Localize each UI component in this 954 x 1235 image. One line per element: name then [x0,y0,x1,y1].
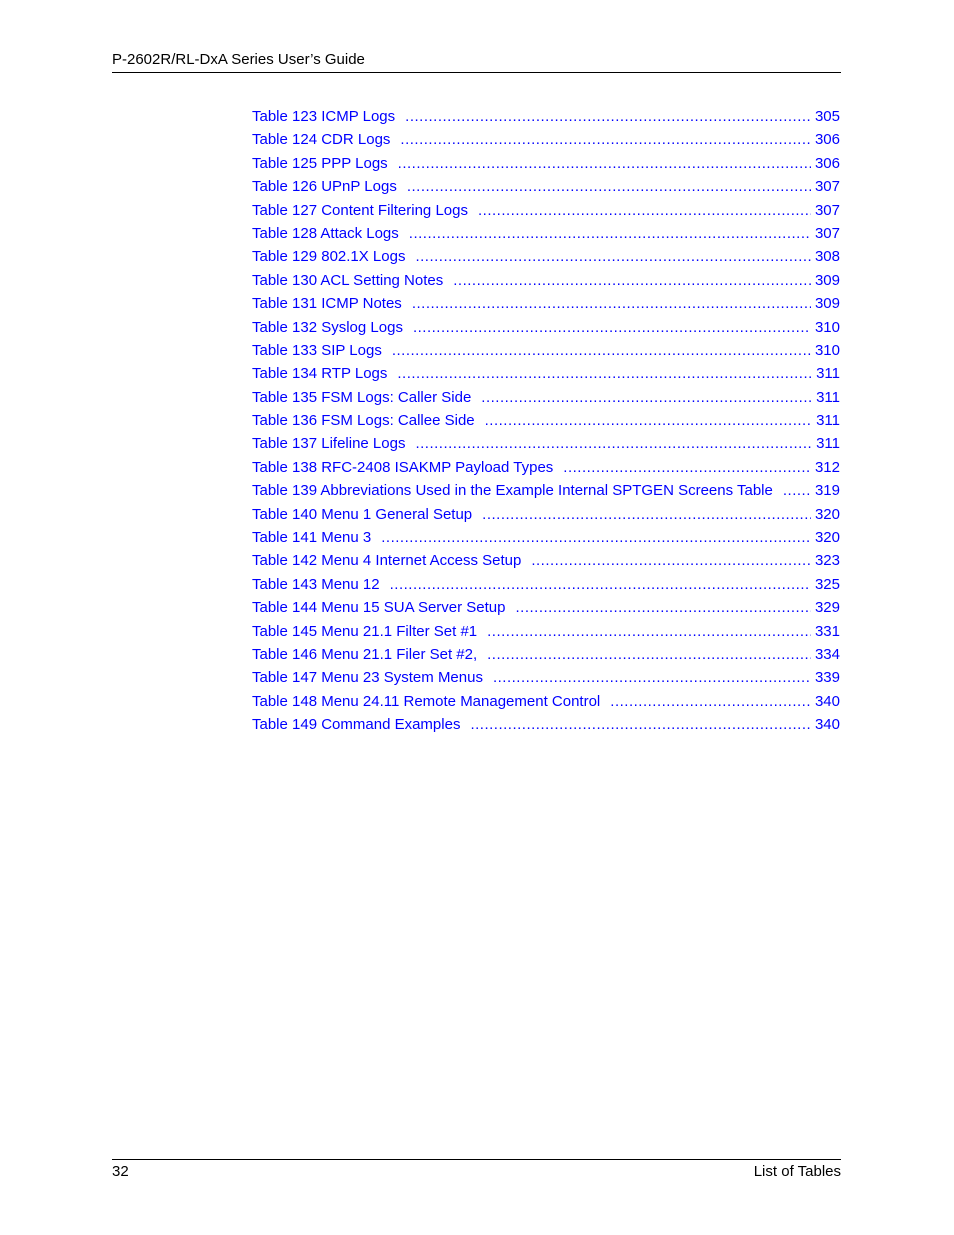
toc-entry-title[interactable]: Table 136 FSM Logs: Callee Side [252,412,475,430]
toc-entry-page[interactable]: 325 [814,575,840,593]
toc-entry[interactable] [252,620,840,643]
toc-entry-title[interactable]: Table 127 Content Filtering Logs [252,201,468,219]
toc-entry[interactable] [252,666,840,689]
toc-entry[interactable] [252,573,840,596]
toc-entry[interactable] [252,549,840,572]
dot-leader [493,666,811,689]
toc-entry[interactable] [252,152,840,175]
toc-entry-page[interactable]: 311 [816,412,840,430]
toc-entry[interactable] [252,643,840,666]
toc-entry-page[interactable]: 311 [816,435,840,453]
toc-entry[interactable] [252,222,840,245]
toc-entry-page[interactable]: 308 [814,248,840,266]
toc-entry-title[interactable]: Table 149 Command Examples [252,716,461,734]
dot-leader [397,362,812,385]
toc-entry-page[interactable]: 309 [814,271,840,289]
dot-leader [563,456,811,479]
toc-entry-page[interactable]: 339 [814,669,840,687]
page-header [112,51,841,73]
toc-entry-page[interactable]: 320 [814,505,840,523]
dot-leader [415,432,812,455]
page-number: 32 [112,1163,129,1180]
toc-entry-page[interactable]: 340 [814,716,840,734]
toc-entry[interactable] [252,316,840,339]
toc-entry-title[interactable]: Table 135 FSM Logs: Caller Side [252,388,472,406]
dot-leader [412,292,811,315]
dot-leader [481,386,812,409]
toc-entry[interactable] [252,479,840,502]
toc-entry[interactable] [252,456,840,479]
toc-entry[interactable] [252,526,840,549]
toc-entry-title[interactable]: Table 146 Menu 21.1 Filer Set #2, [252,645,478,663]
dot-leader [478,199,811,222]
toc-entry-title[interactable]: Table 131 ICMP Notes [252,295,402,313]
dot-leader [405,105,811,128]
toc-entry-title[interactable]: Table 139 Abbreviations Used in the Example Internal SPTGEN Screens Table [252,482,773,500]
toc-entry-title[interactable]: Table 143 Menu 12 [252,575,380,593]
toc-entry-title[interactable]: Table 123 ICMP Logs [252,108,396,125]
toc-entry-page[interactable]: 311 [816,365,840,383]
dot-leader [400,128,811,151]
toc-entry-page[interactable]: 334 [814,645,840,663]
toc-entry-page[interactable]: 307 [814,224,840,242]
toc-entry-title[interactable]: Table 129 802.1X Logs [252,248,406,266]
document-title: P-2602R/RL-DxA Series User’s Guide [112,51,365,68]
toc-entry-title[interactable]: Table 126 UPnP Logs [252,178,397,196]
toc-entry[interactable] [252,713,840,736]
toc-entry-page[interactable]: 309 [814,295,840,313]
toc-entry-title[interactable]: Table 134 RTP Logs [252,365,388,383]
dot-leader [381,526,811,549]
toc-entry-page[interactable]: 306 [814,131,840,149]
dot-leader [487,620,811,643]
toc-entry-page[interactable]: 320 [814,529,840,547]
toc-entry[interactable] [252,409,840,432]
section-title: List of Tables [753,1163,841,1180]
dot-leader [610,690,811,713]
toc-entry[interactable] [252,269,840,292]
toc-entry-page[interactable]: 340 [814,692,840,710]
toc-entry[interactable] [252,245,840,268]
toc-entry-title[interactable]: Table 147 Menu 23 System Menus [252,669,483,687]
dot-leader [516,596,811,619]
toc-entry-page[interactable]: 329 [814,599,840,617]
toc-entry-title[interactable]: Table 144 Menu 15 SUA Server Setup [252,599,506,617]
dot-leader [407,175,811,198]
dot-leader [398,152,811,175]
dot-leader [453,269,811,292]
toc-entry-title[interactable]: Table 138 RFC-2408 ISAKMP Payload Types [252,458,554,476]
toc-entry-page[interactable]: 310 [814,341,840,359]
toc-entry-title[interactable]: Table 142 Menu 4 Internet Access Setup [252,552,522,570]
toc-entry[interactable] [252,386,840,409]
toc-entry-page[interactable]: 312 [814,458,840,476]
toc-entry[interactable] [252,175,840,198]
toc-entry-page[interactable]: 305 [814,108,840,125]
toc-entry[interactable] [252,503,840,526]
dot-leader [390,573,811,596]
dot-leader [415,245,811,268]
toc-entry-page[interactable]: 323 [814,552,840,570]
toc-entry[interactable] [252,199,840,222]
toc-entry[interactable] [252,362,840,385]
toc-entry-page[interactable]: 310 [814,318,840,336]
toc-entry[interactable] [252,128,840,151]
toc-entry[interactable] [252,292,840,315]
toc-entry-title[interactable]: Table 125 PPP Logs [252,154,388,172]
toc-entry-title[interactable]: Table 124 CDR Logs [252,131,391,149]
toc-entry[interactable] [252,690,840,713]
list-of-tables [252,105,840,737]
dot-leader [413,316,811,339]
dot-leader [487,643,811,666]
toc-entry-page[interactable]: 306 [814,154,840,172]
toc-entry-title[interactable]: Table 148 Menu 24.11 Remote Management Control [252,692,601,710]
toc-entry-page[interactable]: 307 [814,201,840,219]
dot-leader [531,549,811,572]
toc-entry[interactable] [252,432,840,455]
toc-entry-page[interactable]: 331 [814,622,840,640]
dot-leader [392,339,811,362]
toc-entry-title[interactable]: Table 137 Lifeline Logs [252,435,406,453]
toc-entry-title[interactable]: Table 140 Menu 1 General Setup [252,505,473,523]
dot-leader [485,409,812,432]
dot-leader [409,222,811,245]
dot-leader [482,503,811,526]
toc-entry-page[interactable]: 311 [816,388,840,406]
page-footer [112,1159,841,1184]
toc-entry[interactable] [252,596,840,619]
toc-entry[interactable] [252,339,840,362]
toc-entry-title[interactable]: Table 130 ACL Setting Notes [252,271,444,289]
toc-entry-title[interactable]: Table 133 SIP Logs [252,341,382,359]
toc-entry-title[interactable]: Table 145 Menu 21.1 Filter Set #1 [252,622,478,640]
toc-entry-title[interactable]: Table 128 Attack Logs [252,224,399,242]
dot-leader [470,713,811,736]
toc-entry[interactable] [252,105,840,128]
toc-entry-page[interactable]: 319 [814,482,840,500]
toc-entry-title[interactable]: Table 141 Menu 3 [252,529,372,547]
toc-entry-page[interactable]: 307 [814,178,840,196]
dot-leader [783,479,811,502]
toc-entry-title[interactable]: Table 132 Syslog Logs [252,318,403,336]
